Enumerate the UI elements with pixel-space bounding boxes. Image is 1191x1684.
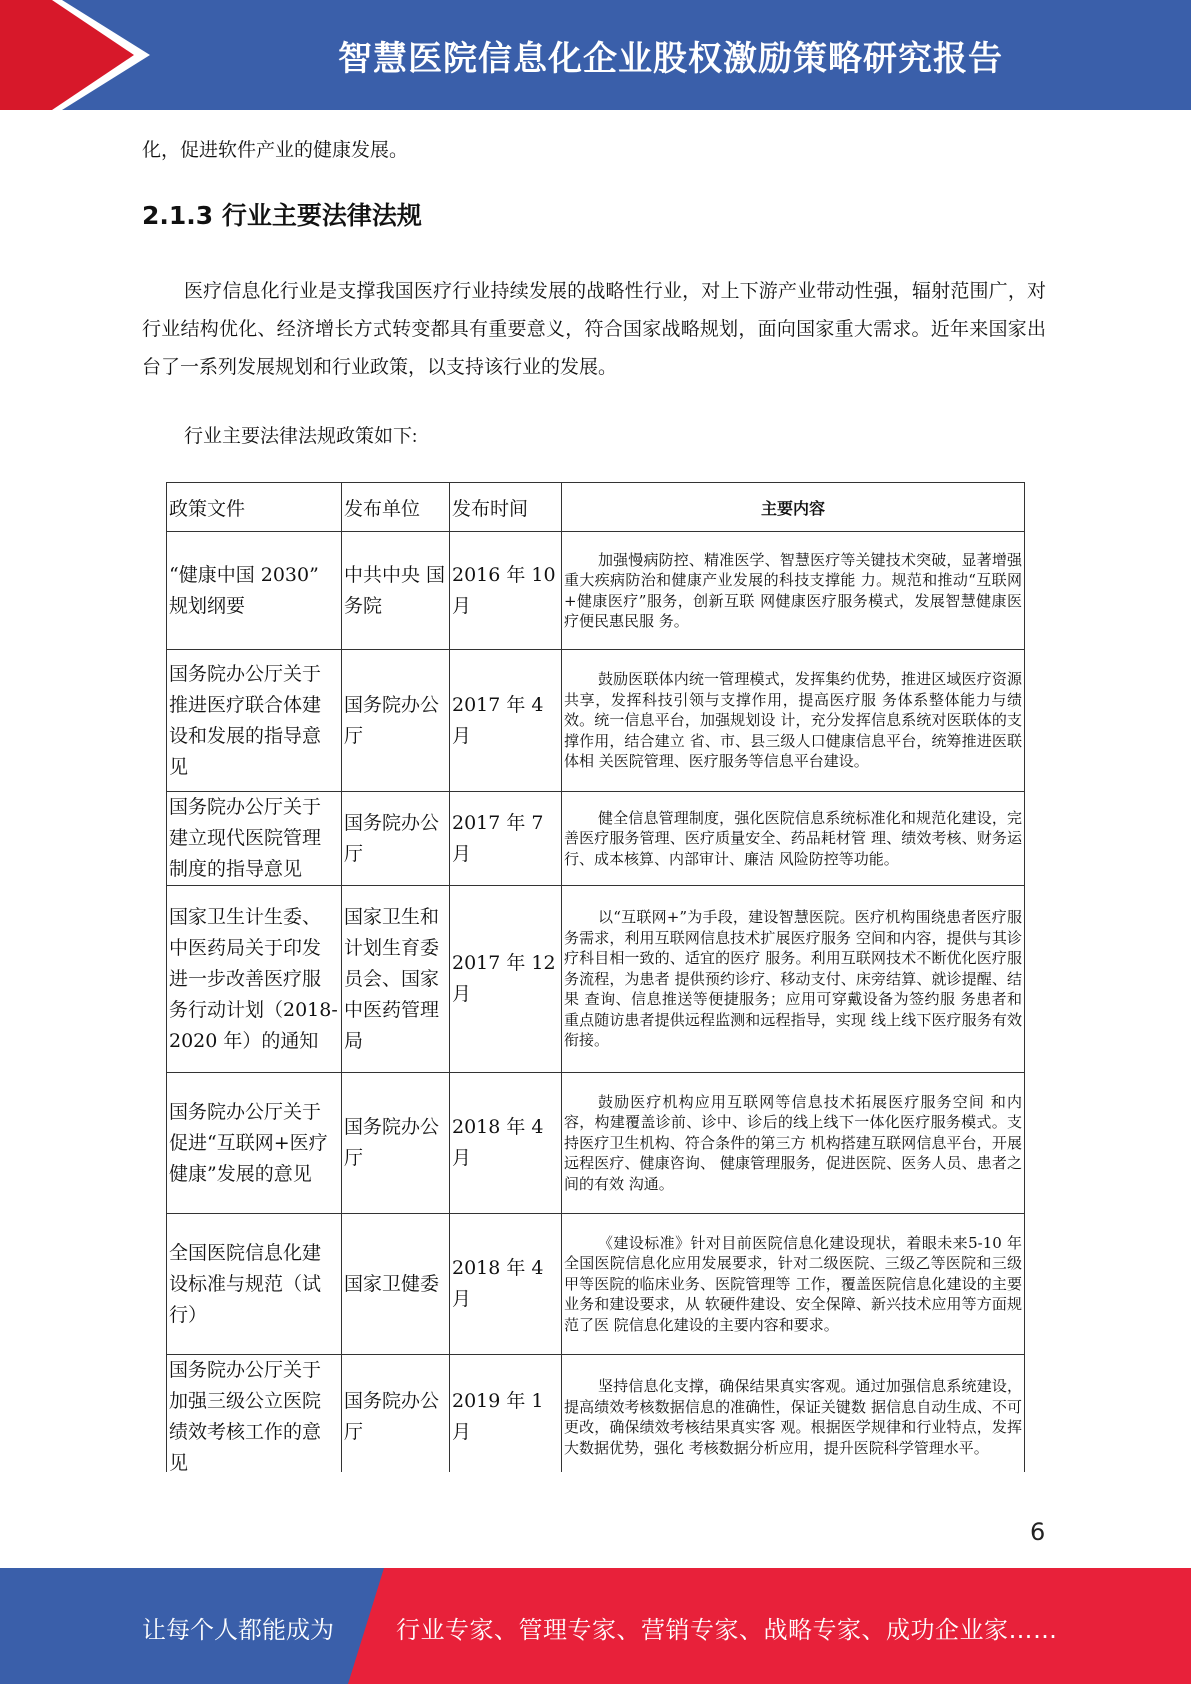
table-row <box>167 1214 1025 1355</box>
cell-policy-doc: 全国医院信息化建设标准与规范（试行） <box>167 1214 342 1355</box>
cell-issuer: 国务院办公厅 <box>342 792 450 886</box>
continuation-text: 化，促进软件产业的健康发展。 <box>142 140 409 161</box>
footer-slogan-left: 让每个人都能成为 <box>142 1616 334 1644</box>
cell-policy-doc: “健康中国 2030” 规划纲要 <box>167 532 342 650</box>
cell-main-content: 健全信息管理制度，强化医院信息系统标准化和规范化建设，完善医疗服务管理、医疗质量安全、药品耗材管 理、绩效考核、财务运行、成本核算、内部审计、廉洁 风险防控等功能。 <box>562 792 1025 886</box>
cell-issuer: 国务院办公厅 <box>342 1355 450 1473</box>
cell-issuer: 国家卫生和计划生育委员会、国家中医药管理局 <box>342 886 450 1073</box>
cell-issue-date: 2017 年 12 月 <box>450 886 562 1073</box>
document-title: 智慧医院信息化企业股权激励策略研究报告 <box>338 38 1003 79</box>
table-row <box>167 532 1025 650</box>
cell-main-content: 鼓励医疗机构应用互联网等信息技术拓展医疗服务空间 和内容，构建覆盖诊前、诊中、诊后的线上线下一体化医疗服务模式。支持医疗卫生机构、符合条件的第三方 机构搭建互联网信息平台，开展远程医疗、健康咨询、 健康管理服务，促进医院、医务人员、患者之间的有效 沟通。 <box>562 1073 1025 1214</box>
table-row <box>167 650 1025 792</box>
cell-main-content: 《建设标准》针对目前医院信息化建设现状，着眼未来5-10 年全国医院信息化应用发展要求，针对二级医院、三级乙等医院和三级甲等医院的临床业务、医院管理等 工作，覆盖医院信息化建设的主要业务和建设要求，从 软硬件建设、安全保障、新兴技术应用等方面规范了医 院信息化建设的主要内容和要求。 <box>562 1214 1025 1355</box>
cell-issue-date: 2017 年 7 月 <box>450 792 562 886</box>
table-row <box>167 1355 1025 1473</box>
cell-issuer: 国家卫健委 <box>342 1214 450 1355</box>
cell-policy-doc: 国务院办公厅关于推进医疗联合体建设和发展的指导意见 <box>167 650 342 792</box>
cell-policy-doc: 国务院办公厅关于建立现代医院管理制度的指导意见 <box>167 792 342 886</box>
cell-main-content: 以“互联网+”为手段，建设智慧医院。医疗机构围绕患者医疗服务需求，利用互联网信息技术扩展医疗服务 空间和内容，提供与其诊疗科目相一致的、适宜的医疗 服务。利用互联网技术不断优化医疗服务流程，为患者 提供预约诊疗、移动支付、床旁结算、就诊提醒、结果 查询、信息推送等便捷服务；应用可穿戴设备为签约服 务患者和重点随访患者提供远程监测和远程指导，实现 线上线下医疗服务有效衔接。 <box>562 886 1025 1073</box>
section-heading: 2.1.3 行业主要法律法规 <box>142 201 422 230</box>
cell-issuer: 国务院办公厅 <box>342 1073 450 1214</box>
policy-table <box>166 482 1025 1472</box>
cell-policy-doc: 国家卫生计生委、中医药局关于印发进一步改善医疗服务行动计划（2018-2020 年）的通知 <box>167 886 342 1073</box>
cell-policy-doc: 国务院办公厅关于促进“互联网+医疗健康”发展的意见 <box>167 1073 342 1214</box>
cell-issue-date: 2017 年 4 月 <box>450 650 562 792</box>
footer-slogan-right: 行业专家、管理专家、营销专家、战略专家、成功企业家…… <box>396 1616 1058 1644</box>
table-row <box>167 792 1025 886</box>
header-issue-date: 发布时间 <box>450 483 562 532</box>
table-row <box>167 1073 1025 1214</box>
cell-issue-date: 2016 年 10 月 <box>450 532 562 650</box>
table-intro: 行业主要法律法规政策如下: <box>184 426 418 447</box>
header-main-content: 主要内容 <box>562 483 1025 532</box>
cell-issue-date: 2018 年 4 月 <box>450 1214 562 1355</box>
table-header-row <box>167 483 1025 532</box>
cell-issue-date: 2019 年 1 月 <box>450 1355 562 1473</box>
header-issuer: 发布单位 <box>342 483 450 532</box>
cell-main-content: 鼓励医联体内统一管理模式，发挥集约优势，推进区域医疗资源共享，发挥科技引领与支撑作用，提高医疗服 务体系整体能力与绩效。统一信息平台，加强规划设 计，充分发挥信息系统对医联体的支撑作用，结合建立 省、市、县三级人口健康信息平台，统筹推进医联体相 关医院管理、医疗服务等信息平台建设。 <box>562 650 1025 792</box>
cell-issuer: 国务院办公厅 <box>342 650 450 792</box>
cell-policy-doc: 国务院办公厅关于加强三级公立医院绩效考核工作的意见 <box>167 1355 342 1473</box>
header-policy-doc: 政策文件 <box>167 483 342 532</box>
body-paragraph: 医疗信息化行业是支撑我国医疗行业持续发展的战略性行业，对上下游产业带动性强，辐射范围广，对行业结构优化、经济增长方式转变都具有重要意义，符合国家战略规划，面向国家重大需求。近年来国家出台了一系列发展规划和行业政策，以支持该行业的发展。 <box>142 281 1046 378</box>
table-row <box>167 886 1025 1073</box>
cell-issue-date: 2018 年 4 月 <box>450 1073 562 1214</box>
cell-issuer: 中共中央 国务院 <box>342 532 450 650</box>
page-number: 6 <box>1030 1518 1046 1546</box>
cell-main-content: 坚持信息化支撑，确保结果真实客观。通过加强信息系统建设，提高绩效考核数据信息的准确性，保证关键数 据信息自动生成、不可更改，确保绩效考核结果真实客 观。根据医学规律和行业特点，发挥大数据优势，强化 考核数据分析应用，提升医院科学管理水平。 <box>562 1355 1025 1473</box>
cell-main-content: 加强慢病防控、精准医学、智慧医疗等关键技术突破，显著增强重大疾病防治和健康产业发展的科技支撑能 力。规范和推动“互联网+健康医疗”服务，创新互联 网健康医疗服务模式，发展智慧健康医疗便民惠民服 务。 <box>562 532 1025 650</box>
